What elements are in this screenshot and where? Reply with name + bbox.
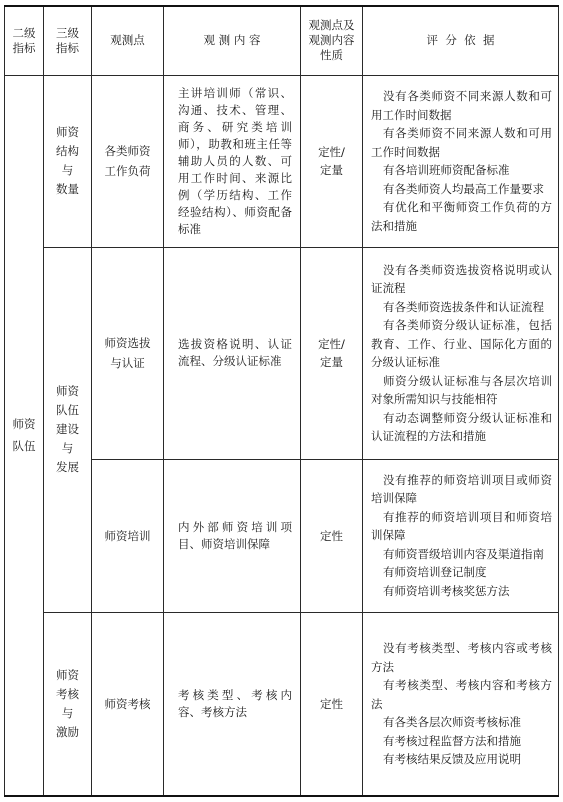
- basis-line: 有推荐的师资培训项目和师资培训保障: [371, 509, 552, 543]
- table-row: [5, 612, 559, 796]
- basis-line: 有考核过程监督方法和措施: [383, 733, 521, 748]
- nature: 定性/ 定量: [301, 75, 363, 247]
- basis-line: 没有推荐的师资培训项目或师资培训保障: [371, 472, 552, 506]
- basis-line: 没有各类师资不同来源人数和可用工作时间数据: [371, 89, 552, 122]
- header-level2: 二级 指标: [5, 6, 44, 75]
- table-row: [5, 75, 559, 247]
- observation-content: 内外部师资培训项目、师资培训保障: [164, 459, 301, 612]
- scoring-basis: [363, 612, 559, 796]
- basis-line: 有各类师资分级认证标准，包括教育、工作、行业、国际化方面的分级认证标准: [371, 318, 552, 369]
- level3-indicator: 师资 考核 与 激励: [44, 612, 92, 796]
- nature: 定性/ 定量: [301, 247, 363, 459]
- table-row: [5, 247, 559, 459]
- evaluation-table: [4, 5, 559, 797]
- basis-line: 没有各类师资选拔资格说明或认证流程: [371, 262, 552, 295]
- basis-line: 有各培训班师资配备标准: [383, 163, 510, 177]
- basis-line: 有动态调整师资分级认证标准和认证流程的方法和措施: [371, 410, 552, 443]
- observation-content: 主讲培训师（常识、沟通、技术、管理、商务、研究类培训师），助教和班主任等辅助人员的人数、可用工作时间、来源比例（学历结构、工作经验结构）、师资配备标准: [164, 75, 301, 247]
- observation-point: 师资培训: [92, 459, 164, 612]
- observation-content: 选拔资格说明、认证流程、分级认证标准: [164, 247, 301, 459]
- header-observation-point: 观测点: [92, 6, 164, 75]
- basis-line: 有考核类型、考核内容和考核方法: [371, 678, 552, 711]
- basis-line: 没有考核类型、考核内容或考核方法: [371, 641, 552, 674]
- basis-line: 有各类师资不同来源人数和可用工作时间数据: [371, 126, 552, 159]
- header-level3: 三级 指标: [44, 6, 92, 75]
- basis-line: 有各类师资选拔条件和认证流程: [383, 299, 544, 314]
- observation-content: 考核类型、考核内容、考核方法: [164, 612, 301, 796]
- basis-line: 有考核结果反馈及应用说明: [383, 752, 521, 766]
- level3-indicator: 师资 结构 与 数量: [44, 75, 92, 247]
- nature: 定性: [301, 459, 363, 612]
- level3-indicator: 师资 队伍 建设 与 发展: [44, 247, 92, 612]
- header-scoring-basis: 评 分 依 据: [363, 6, 559, 75]
- header-observation-content: 观 测 内 容: [164, 6, 301, 75]
- header-nature: 观测点及 观测内容 性质: [301, 6, 363, 75]
- nature: 定性: [301, 612, 363, 796]
- observation-point: 师资选拔 与认证: [92, 247, 164, 459]
- basis-line: 有师资晋级培训内容及渠道指南: [383, 546, 544, 561]
- scoring-basis: [363, 75, 559, 247]
- level2-indicator: 师资 队伍: [5, 75, 44, 796]
- basis-line: 有各类师资人均最高工作量要求: [383, 181, 544, 196]
- basis-line: 有师资培训登记制度: [383, 565, 487, 580]
- scoring-basis: [363, 459, 559, 612]
- scoring-basis: [363, 247, 559, 459]
- basis-line: 有师资培训考核奖惩方法: [383, 583, 510, 598]
- basis-line: 师资分级认证标准与各层次培训对象所需知识与技能相符: [371, 373, 552, 406]
- observation-point: 师资考核: [92, 612, 164, 796]
- basis-line: 有各类各层次师资考核标准: [383, 715, 521, 729]
- observation-point: 各类师资 工作负荷: [92, 75, 164, 247]
- basis-line: 有优化和平衡师资工作负荷的方法和措施: [371, 200, 552, 233]
- header-row: [5, 6, 559, 75]
